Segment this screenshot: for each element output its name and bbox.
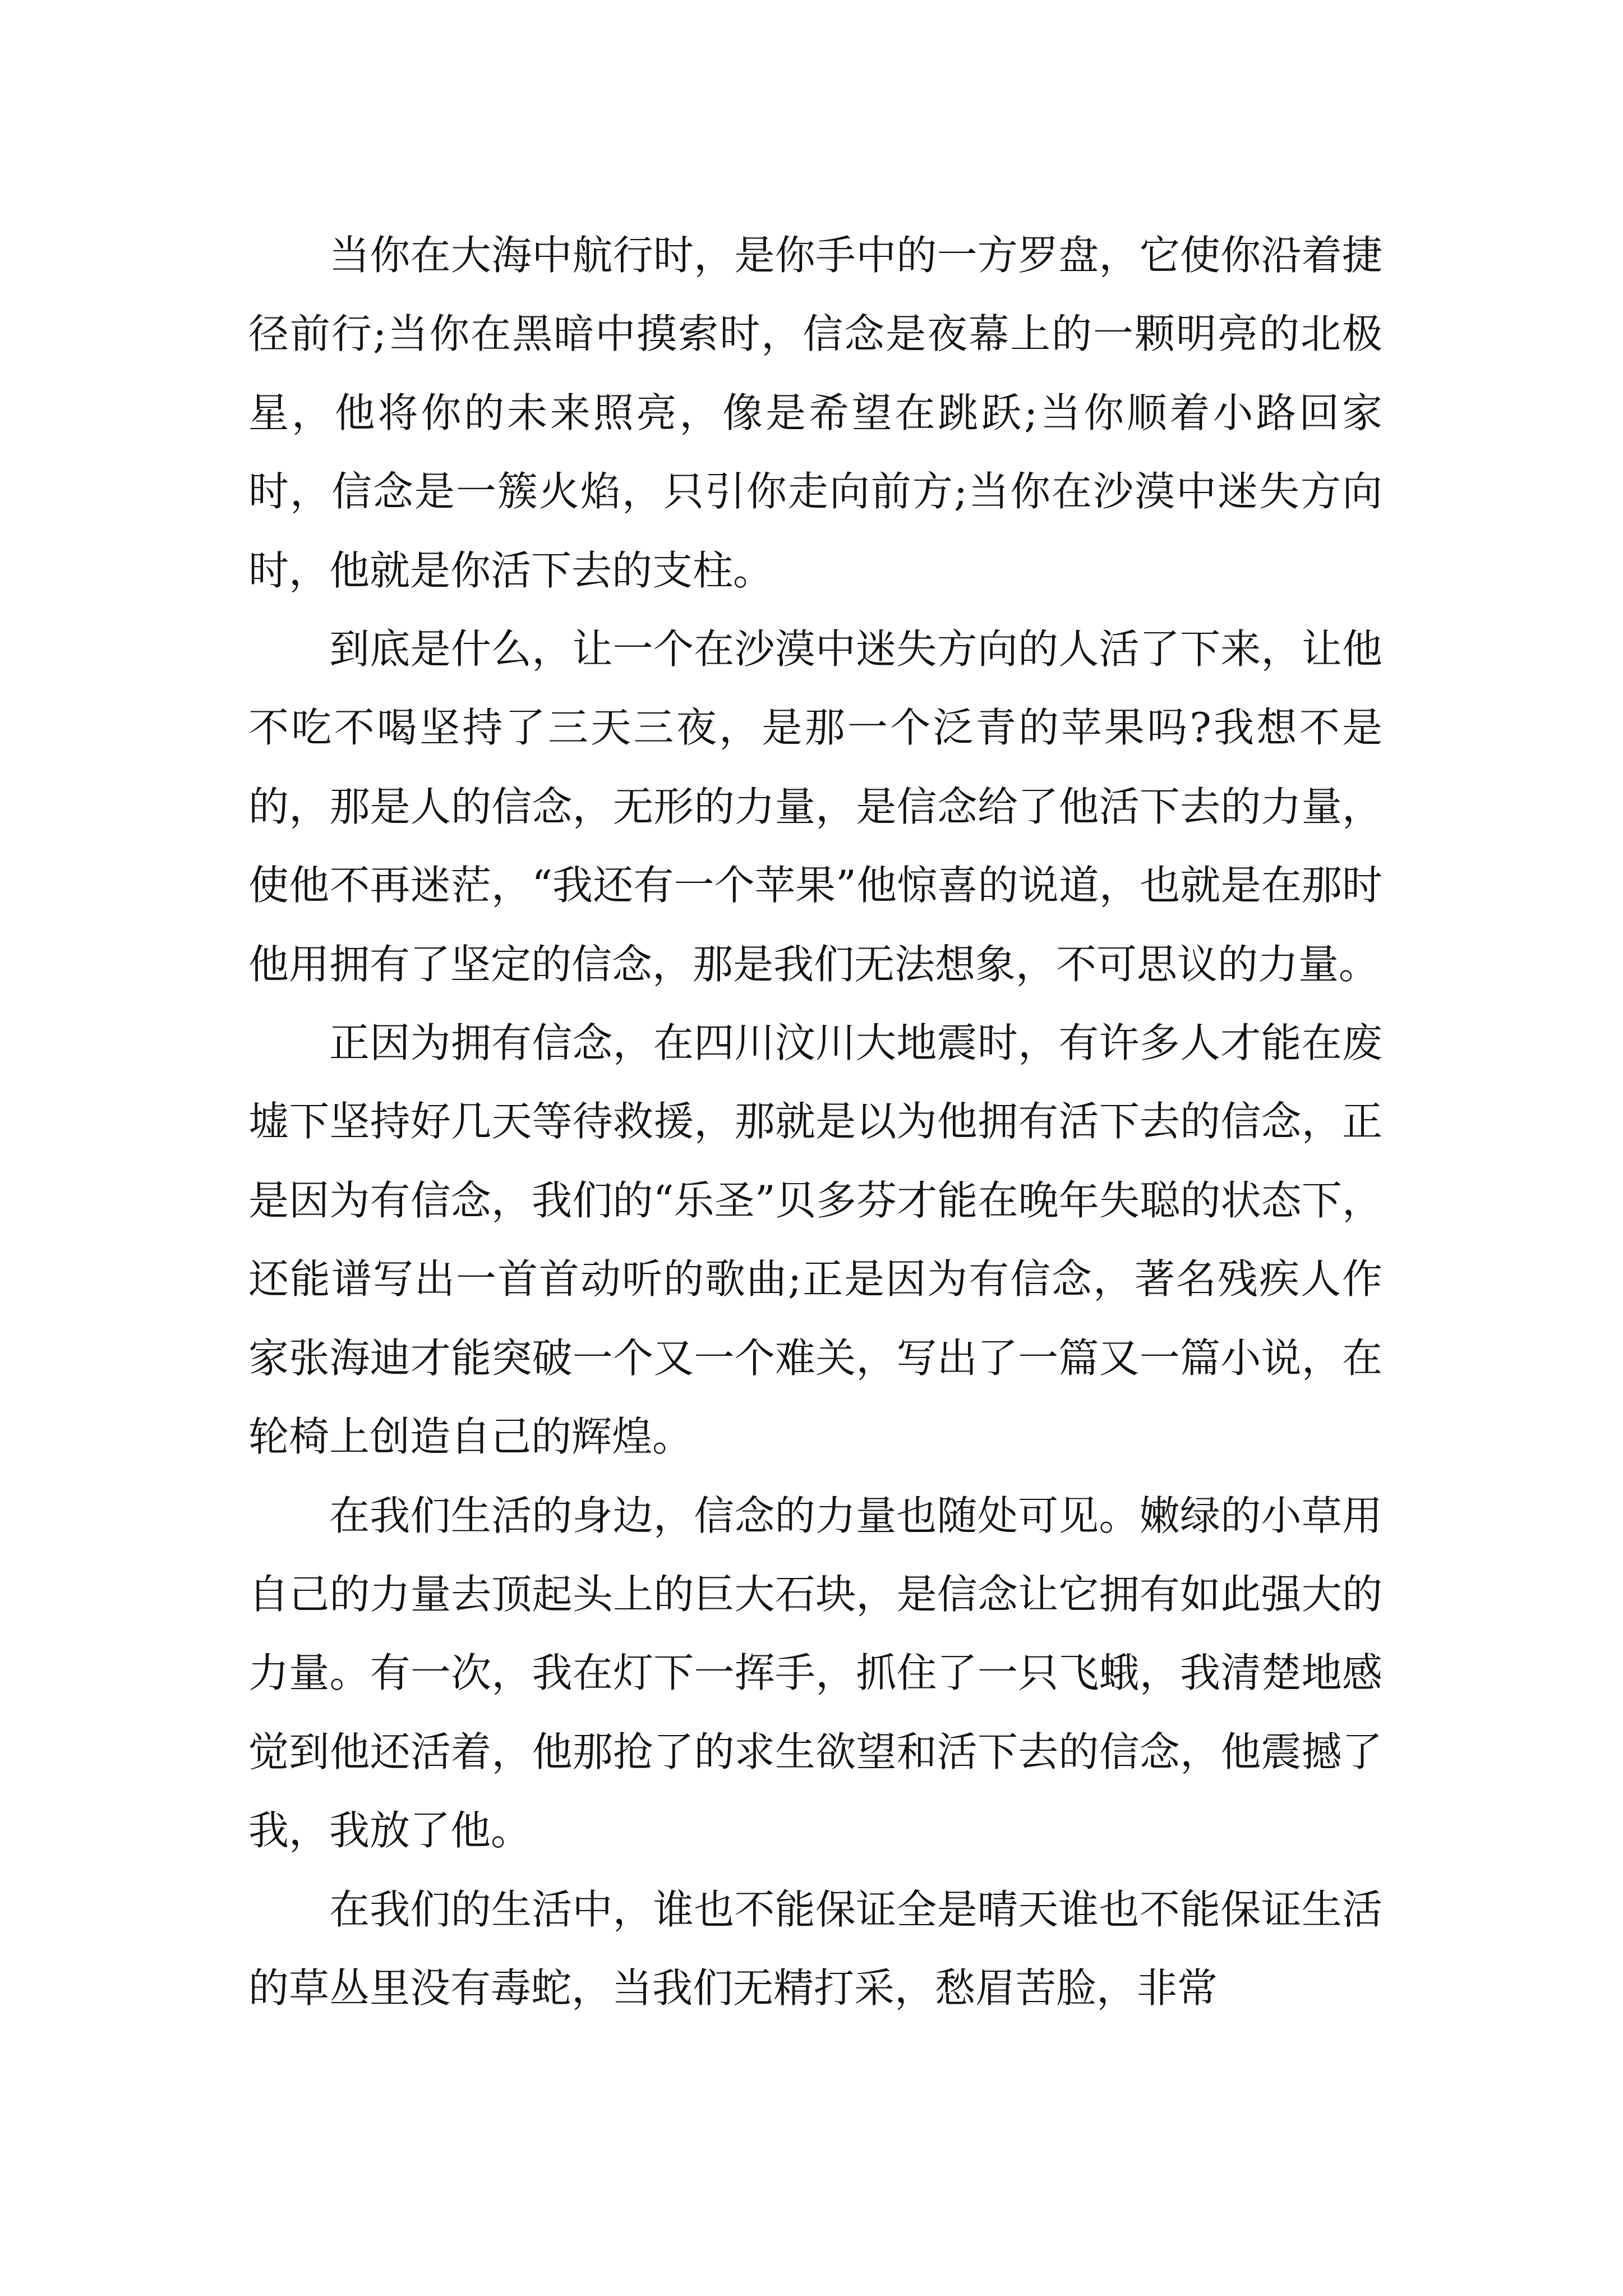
paragraph-4: 在我们生活的身边，信念的力量也随处可见。嫩绿的小草用自己的力量去顶起头上的巨大石块，是信念让它拥有如此强大的力量。有一次，我在灯下一挥手，抓住了一只飞蛾，我清楚地感觉到他还活着，他那抢了的求生欲望和活下去的信念，他震撼了我，我放了他。 xyxy=(248,1492,1382,1855)
paragraph-5: 在我们的生活中，谁也不能保证全是晴天谁也不能保证生活的草丛里没有毒蛇，当我们无精打采，愁眉苦脸，非常 xyxy=(248,1885,1382,2012)
document-body xyxy=(248,216,1382,2027)
paragraph-3: 正因为拥有信念，在四川汶川大地震时，有许多人才能在废墟下坚持好几天等待救援，那就是以为他拥有活下去的信念，正是因为有信念，我们的“乐圣”贝多芬才能在晚年失聪的状态下，还能谱写出一首首动听的歌曲;正是因为有信念，著名残疾人作家张海迪才能突破一个又一个难关，写出了一篇又一篇小说，在轮椅上创造自己的辉煌。 xyxy=(248,1019,1382,1461)
paragraph-1: 当你在大海中航行时，是你手中的一方罗盘，它使你沿着捷径前行;当你在黑暗中摸索时，信念是夜幕上的一颗明亮的北极星，他将你的未来照亮，像是希望在跳跃;当你顺着小路回家时，信念是一簇火焰，只引你走向前方;当你在沙漠中迷失方向时，他就是你活下去的支柱。 xyxy=(248,232,1382,594)
paragraph-2: 到底是什么，让一个在沙漠中迷失方向的人活了下来，让他不吃不喝坚持了三天三夜，是那一个泛青的苹果吗?我想不是的，那是人的信念，无形的力量，是信念给了他活下去的力量，使他不再迷茫，“我还有一个苹果”他惊喜的说道，也就是在那时他用拥有了坚定的信念，那是我们无法想象，不可思议的力量。 xyxy=(248,625,1382,988)
